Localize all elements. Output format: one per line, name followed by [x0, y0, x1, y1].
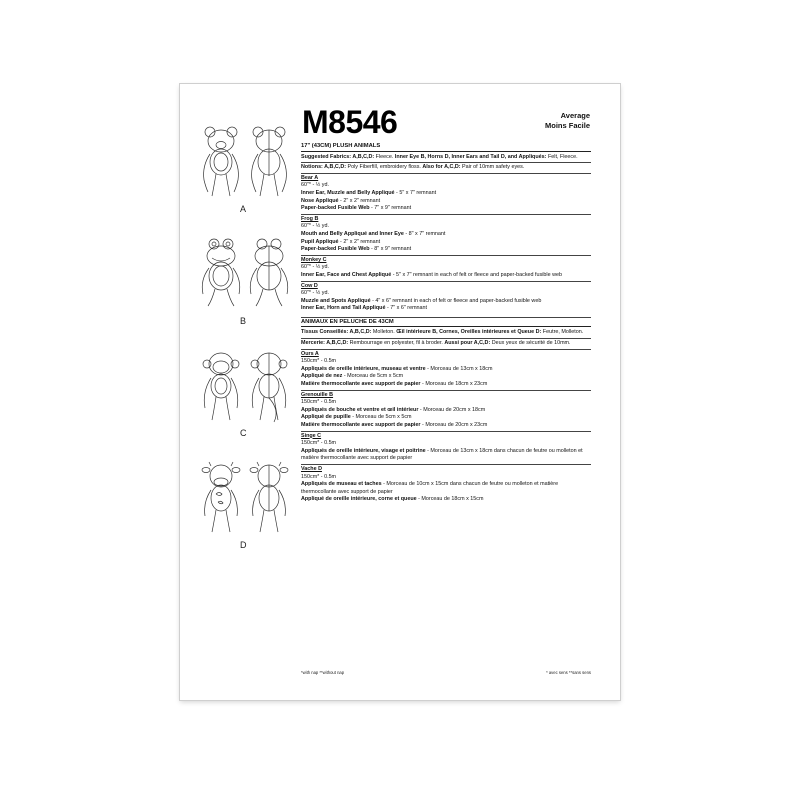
view-heading: Singe C: [301, 432, 322, 439]
yardage-line: [301, 422, 591, 430]
yardage-amount: - 7" x 9" remnant: [369, 205, 412, 212]
view-heading: Grenouille B: [301, 391, 334, 398]
materials-column: [301, 142, 591, 505]
yardage-line: [301, 481, 591, 496]
bear-figure: [194, 124, 290, 214]
yardage-line: [301, 290, 591, 298]
yardage-amount: 150cm* - 0.5m: [301, 399, 337, 406]
yardage-line: [301, 448, 591, 463]
yardage-line: [301, 474, 591, 482]
footnotes: [301, 670, 591, 675]
frog-figure: [194, 236, 290, 326]
yardage-amount: - Morceau de 13cm x 18cm dans chacun de feutre ou molleton et matière thermocollante avec support de papier: [301, 447, 583, 462]
pattern-envelope-back: [180, 84, 620, 700]
yardage-item: Matière thermocollante avec support de papier: [301, 381, 421, 388]
yardage-amount: - 4" x 6" remnant in each of felt or fleece and paper-backed fusible web: [370, 297, 542, 304]
yardage-line: [301, 381, 591, 389]
yardage-line: [301, 399, 591, 407]
yardage-amount: 60"* - ½ yd.: [301, 264, 329, 271]
yardage-line: [301, 305, 591, 313]
fabrics-text: Fleece.: [374, 153, 395, 160]
yardage-amount: - 2" x 2" remnant: [338, 197, 381, 204]
yardage-item: Pupil Appliqué: [301, 238, 339, 245]
difficulty-en: Average: [560, 111, 590, 120]
yardage-amount: 60"* - ½ yd.: [301, 182, 329, 189]
view-block: [301, 432, 591, 465]
yardage-line: [301, 239, 591, 247]
yardage-line: [301, 440, 591, 448]
yardage-amount: - Morceau de 5cm x 5cm: [342, 373, 404, 380]
yardage-line: [301, 205, 591, 213]
footnote-french: * avec sens **sans sens: [546, 670, 591, 675]
yardage-line: [301, 407, 591, 415]
yardage-line: [301, 223, 591, 231]
yardage-item: Appliqué de oreille intérieure, corne et queue: [301, 496, 417, 503]
yardage-line: [301, 182, 591, 190]
notions-label-fr: Mercerie: A,B,C,D:: [301, 340, 349, 347]
footnote-english: *with nap **without nap: [301, 670, 345, 675]
notions-text-2-fr: Deux yeux de sécurité de 10mm.: [490, 340, 571, 347]
notions-text-fr: Rembourrage en polyester, fil à broder.: [348, 340, 445, 347]
yardage-amount: - 7" x 6" remnant: [385, 305, 428, 312]
yardage-item: Paper-backed Fusible Web: [301, 205, 370, 212]
notions-label-2-fr: Aussi pour A,C,D:: [444, 340, 491, 347]
yardage-line: [301, 264, 591, 272]
yardage-amount: - Morceau de 13cm x 18cm: [425, 365, 493, 372]
yardage-amount: 150cm* - 0.5m: [301, 358, 337, 365]
yardage-item: Appliqué de nez: [301, 373, 343, 380]
yardage-item: Paper-backed Fusible Web: [301, 246, 370, 253]
notions-label-2: Also for A,C,D:: [422, 164, 461, 171]
english-notions: [301, 163, 591, 174]
view-block: [301, 174, 591, 215]
notions-text-2: Pair of 10mm safety eyes.: [460, 164, 525, 171]
view-heading: Bear A: [301, 174, 319, 181]
yardage-amount: - 8" x 9" remnant: [369, 246, 412, 253]
view-block: [301, 391, 591, 432]
yardage-amount: - Morceau de 20cm x 18cm: [418, 406, 486, 413]
yardage-line: [301, 198, 591, 206]
view-block: [301, 350, 591, 391]
yardage-line: [301, 246, 591, 254]
yardage-amount: 150cm* - 0.5m: [301, 440, 337, 447]
yardage-line: [301, 358, 591, 366]
yardage-line: [301, 496, 591, 504]
yardage-item: Inner Ear, Muzzle and Belly Appliqué: [301, 189, 395, 196]
english-fabrics: [301, 153, 591, 164]
yardage-amount: 60"* - ½ yd.: [301, 223, 329, 230]
yardage-amount: - Morceau de 20cm x 23cm: [420, 422, 488, 428]
figure-label-b: B: [240, 316, 247, 326]
view-block: [301, 465, 591, 505]
french-title: ANIMAUX EN PELUCHE DE 43CM: [301, 318, 591, 328]
view-block: [301, 282, 591, 314]
yardage-line: [301, 366, 591, 374]
figure-label-c: C: [240, 428, 247, 438]
yardage-line: [301, 414, 591, 422]
yardage-line: [301, 373, 591, 381]
yardage-amount: 150cm* - 0.5m: [301, 473, 337, 480]
yardage-amount: - Morceau de 10cm x 15cm dans chacun de feutre ou molleton et matière thermocollante avec support de papier: [301, 481, 559, 495]
pattern-number: M8546: [302, 104, 398, 140]
monkey-figure: [194, 348, 290, 438]
fabrics-text-2: Felt, Fleece.: [546, 153, 578, 160]
fabrics-text-2-fr: Feutre, Molleton.: [541, 329, 584, 336]
difficulty-fr: Moins Facile: [544, 121, 590, 130]
french-notions: [301, 339, 591, 350]
view-heading: Vache D: [301, 465, 322, 472]
fabrics-text-fr: Molleton.: [371, 329, 397, 336]
difficulty-rating: [545, 111, 590, 131]
yardage-item: Appliqué de pupille: [301, 414, 351, 421]
yardage-line: [301, 298, 591, 306]
view-heading: Ours A: [301, 350, 319, 357]
yardage-line: [301, 231, 591, 239]
yardage-amount: - Morceau de 18cm x 23cm: [420, 381, 488, 388]
fabrics-label-2: Inner Eye B, Horns D, Inner Ears and Tail D, and Appliqués:: [394, 153, 547, 160]
french-views: [301, 350, 591, 505]
yardage-line: [301, 190, 591, 198]
view-block: [301, 256, 591, 282]
yardage-item: Appliqués de museau et taches: [301, 481, 382, 488]
fabrics-label-2-fr: Œil intérieure B, Cornes, Oreilles intérieures et Queue D:: [396, 329, 542, 336]
view-heading: Monkey C: [301, 256, 327, 263]
yardage-amount: - Morceau de 5cm x 5cm: [350, 414, 412, 421]
yardage-amount: - 5" x 7" remnant: [394, 189, 437, 196]
figure-label-a: A: [240, 204, 247, 214]
notions-label: Notions: A,B,C,D:: [301, 164, 347, 171]
yardage-line: [301, 272, 591, 280]
yardage-item: Appliqués de bouche et ventre et œil intérieur: [301, 406, 419, 413]
english-views: [301, 174, 591, 314]
yardage-item: Mouth and Belly Appliqué and Inner Eye: [301, 230, 404, 237]
yardage-item: Inner Ear, Face and Chest Appliqué: [301, 271, 392, 278]
english-title: 17" (43CM) PLUSH ANIMALS: [301, 142, 591, 152]
yardage-amount: - 2" x 2" remnant: [338, 238, 381, 245]
yardage-amount: 60"* - ½ yd.: [301, 290, 329, 297]
french-fabrics: [301, 328, 591, 339]
yardage-amount: - Morceau de 18cm x 15cm: [416, 496, 484, 503]
notions-text: Poly Fiberfill, embroidery floss.: [346, 164, 423, 171]
yardage-item: Matière thermocollante avec support de papier: [301, 422, 421, 428]
view-heading: Cow D: [301, 282, 318, 289]
yardage-item: Nose Appliqué: [301, 197, 339, 204]
fabrics-label: Suggested Fabrics: A,B,C,D:: [301, 153, 375, 160]
yardage-amount: - 5" x 7" remnant in each of felt or fleece and paper-backed fusible web: [391, 271, 562, 278]
fabrics-label-fr: Tissus Conseillés: A,B,C,D:: [301, 329, 372, 336]
yardage-item: Muzzle and Spots Appliqué: [301, 297, 371, 304]
view-heading: Frog B: [301, 215, 319, 222]
yardage-amount: - 8" x 7" remnant: [403, 230, 446, 237]
view-block: [301, 215, 591, 256]
yardage-item: Appliqués de oreille intérieure, museau et ventre: [301, 365, 426, 372]
cow-figure: [194, 460, 290, 550]
yardage-item: Inner Ear, Horn and Tail Appliqué: [301, 305, 386, 312]
figure-label-d: D: [240, 540, 247, 550]
yardage-item: Appliqués de oreille intérieure, visage et poitrine: [301, 447, 426, 454]
figure-column: [180, 84, 298, 700]
